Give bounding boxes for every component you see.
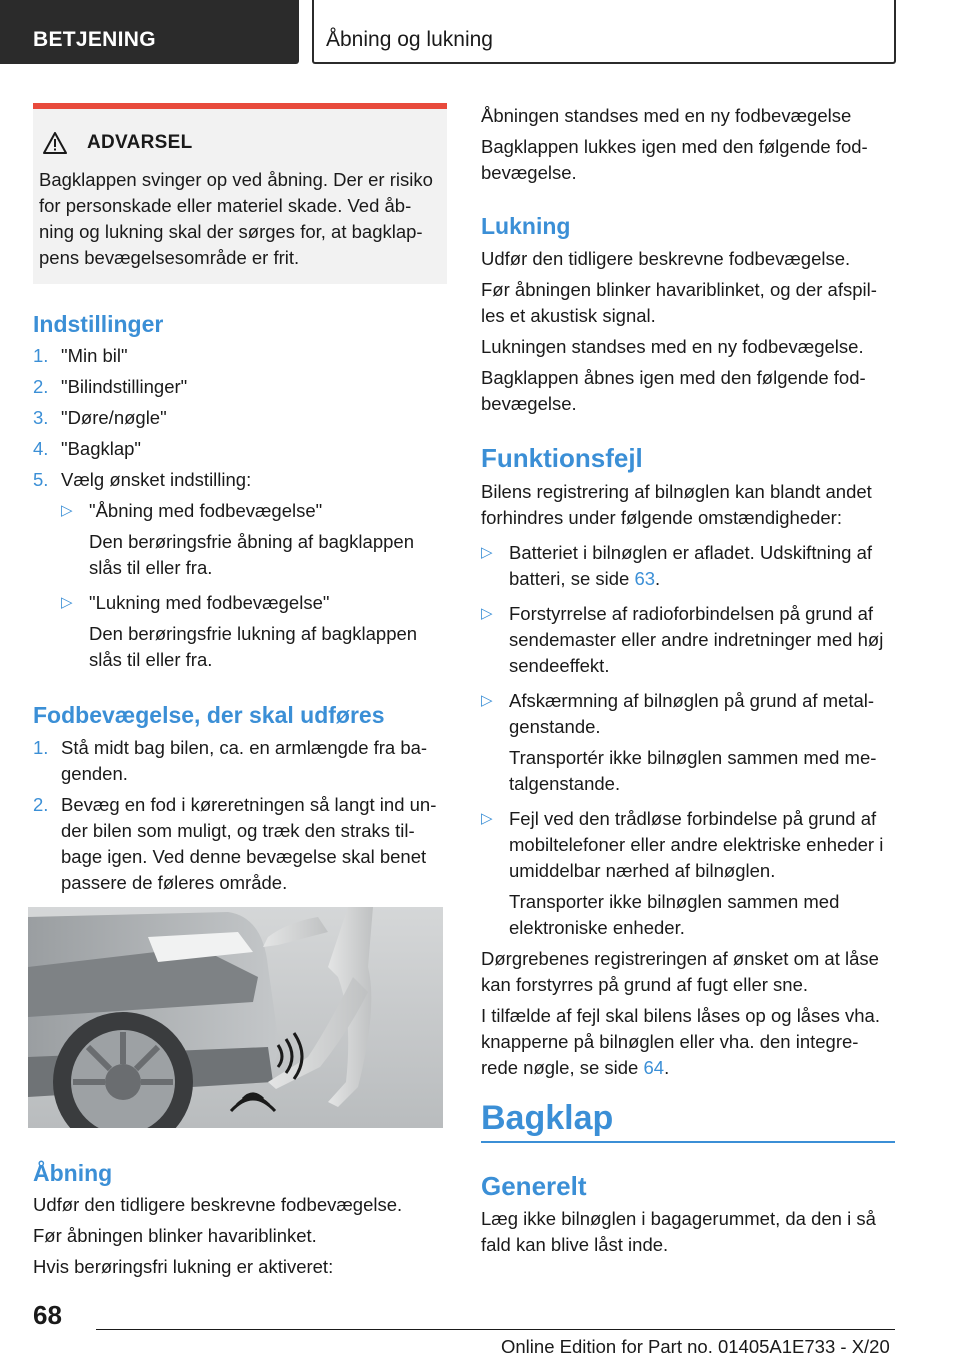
list-number: 1. [33,345,49,366]
paragraph: Dørgrebenes registreringen af ønsket om at låse [481,948,879,969]
warning-line: for personskade eller materiel skade. Ved åb‐ [39,195,412,216]
bullet-text: mobiltelefoner eller andre elektriske enheder i [509,834,884,855]
bullet-text: Fejl ved den trådløse forbindelse på grund af [509,808,877,829]
list-number: 2. [33,376,49,397]
paragraph: . [664,1057,670,1078]
list-number: 5. [33,469,49,490]
list-text: passere de føleres område. [61,872,288,893]
triangle-bullet-icon: ▷ [61,502,73,519]
page-number: 68 [33,1300,62,1330]
bullet-text: batteri, se side [509,568,635,589]
list-text: "Bilindstillinger" [61,376,188,397]
heading-rule [481,1141,895,1143]
warning-title: ADVARSEL [87,132,193,153]
paragraph: les et akustisk signal. [481,305,656,326]
settings-list [33,343,447,673]
page-link-63[interactable]: 63 [634,568,656,589]
list-text: "Bagklap" [61,438,141,459]
paragraph: rede nøgle, se side [481,1057,644,1078]
bullet-text: umiddelbar nærhed af bilnøglen. [509,860,776,881]
funktionsfejl-text [481,479,895,1081]
bullet-subtext: Transportér ikke bilnøglen sammen med me‐ [509,747,877,768]
paragraph: bevægelse. [481,393,577,414]
bullet-text: . [655,568,661,589]
paragraph: Lukningen standses med en ny fodbevægelse. [481,336,864,357]
list-number: 4. [33,438,49,459]
footer-edition: Online Edition for Part no. 01405A1E733 - X/20 [501,1336,890,1357]
paragraph: kan forstyrres på grund af fugt eller sne. [481,974,809,995]
warning-box [33,103,447,284]
list-text: Stå midt bag bilen, ca. en armlængde fra ba‐ [61,737,428,758]
heading-fodbevaegelse: Fodbevægelse, der skal udføres [33,702,385,728]
paragraph: Bilens registrering af bilnøglen kan blandt andet [481,481,872,502]
generelt-text [481,1206,895,1258]
list-item [33,405,447,431]
paragraph: Bagklappen åbnes igen med den følgende fod‐ [481,367,866,388]
option-label: "Lukning med fodbevægelse" [89,592,330,613]
paragraph: Før åbningen blinker havariblinket, og der afspil‐ [481,279,877,300]
bullet-item [481,806,895,884]
paragraph: Udfør den tidligere beskrevne fodbevægelse. [33,1194,403,1215]
bullet-subtext: elektroniske enheder. [509,917,685,938]
footer-divider [96,1329,895,1330]
warning-line: pens bevægelsesområde er frit. [39,247,300,268]
list-item [33,436,447,462]
foot-steps-list [33,735,447,901]
option-item [61,590,447,616]
warning-triangle-icon [43,132,67,154]
option-item [61,498,447,524]
bullet-item [481,601,895,679]
triangle-bullet-icon: ▷ [481,605,493,622]
list-number: 1. [33,737,49,758]
right-top-text [481,103,895,186]
list-item [33,792,447,896]
page-link-64[interactable]: 64 [643,1057,665,1078]
bullet-text: Batteriet i bilnøglen er afladet. Udskiftning af [509,542,872,563]
paragraph: Før åbningen blinker havariblinket. [33,1225,317,1246]
car-rear-foot-illustration [28,907,443,1128]
heading-bagklap: Bagklap [481,1099,614,1137]
list-item [33,467,447,493]
heading-generelt: Generelt [481,1171,587,1201]
bullet-subtext: Transporter ikke bilnøglen sammen med [509,891,840,912]
triangle-bullet-icon: ▷ [61,594,73,611]
list-item [33,374,447,400]
paragraph: Hvis berøringsfri lukning er aktiveret: [33,1256,334,1277]
option-desc: slås til eller fra. [89,557,213,578]
paragraph: I tilfælde af fejl skal bilens låses op og låses vha. [481,1005,880,1026]
list-text: Bevæg en fod i køreretningen så langt ind un‐ [61,794,437,815]
list-item [33,735,447,787]
paragraph: fald kan blive låst inde. [481,1234,669,1255]
paragraph: Læg ikke bilnøglen i bagagerummet, da den i så [481,1208,876,1229]
heading-aabning: Åbning [33,1160,113,1186]
list-text: "Døre/nøgle" [61,407,167,428]
paragraph: bevægelse. [481,162,577,183]
triangle-bullet-icon: ▷ [481,810,493,827]
triangle-bullet-icon: ▷ [481,544,493,561]
list-item [33,343,447,369]
illustration-foot-gesture [28,907,443,1128]
heading-lukning: Lukning [481,213,571,239]
heading-indstillinger: Indstillinger [33,311,164,337]
triangle-bullet-icon: ▷ [481,692,493,709]
list-text: Vælg ønsket indstilling: [61,469,252,490]
heading-funktionsfejl: Funktionsfejl [481,443,643,473]
paragraph: Åbningen standses med en ny fodbevægelse [481,105,852,126]
bullet-text: sendemaster eller andre indretninger med høj [509,629,884,650]
aabning-text [33,1192,447,1280]
bullet-text: genstande. [509,716,601,737]
list-text: "Min bil" [61,345,128,366]
warning-line: Bagklappen svinger op ved åbning. Der er risiko [39,169,433,190]
chapter-tab [312,0,896,64]
warning-header [43,132,193,154]
list-text: bage igen. Ved denne bevægelse skal benet [61,846,427,867]
section-title: BETJENING [33,28,156,51]
list-text: der bilen som muligt, og træk den straks til‐ [61,820,415,841]
warning-text [39,167,439,271]
section-tab [0,0,299,64]
list-number: 2. [33,794,49,815]
bullet-text: Forstyrrelse af radioforbindelsen på grund af [509,603,874,624]
option-desc: Den berøringsfrie lukning af bagklappen [89,623,418,644]
bullet-item [481,540,895,592]
option-desc: slås til eller fra. [89,649,213,670]
bullet-text: sendeeffekt. [509,655,610,676]
option-label: "Åbning med fodbevægelse" [89,500,323,521]
bullet-subtext: talgenstande. [509,773,621,794]
warning-line: ning og lukning skal der sørges for, at bagklap‐ [39,221,423,242]
paragraph: knapperne på bilnøglen eller vha. den integre‐ [481,1031,859,1052]
option-desc: Den berøringsfrie åbning af bagklappen [89,531,414,552]
lukning-text [481,246,895,417]
paragraph: forhindres under følgende omstændigheder: [481,507,842,528]
list-number: 3. [33,407,49,428]
list-text: genden. [61,763,128,784]
bullet-text: Afskærmning af bilnøglen på grund af metal‐ [509,690,875,711]
bullet-item [481,688,895,740]
paragraph: Bagklappen lukkes igen med den følgende fod‐ [481,136,868,157]
chapter-title: Åbning og lukning [326,28,493,51]
paragraph: Udfør den tidligere beskrevne fodbevægelse. [481,248,851,269]
